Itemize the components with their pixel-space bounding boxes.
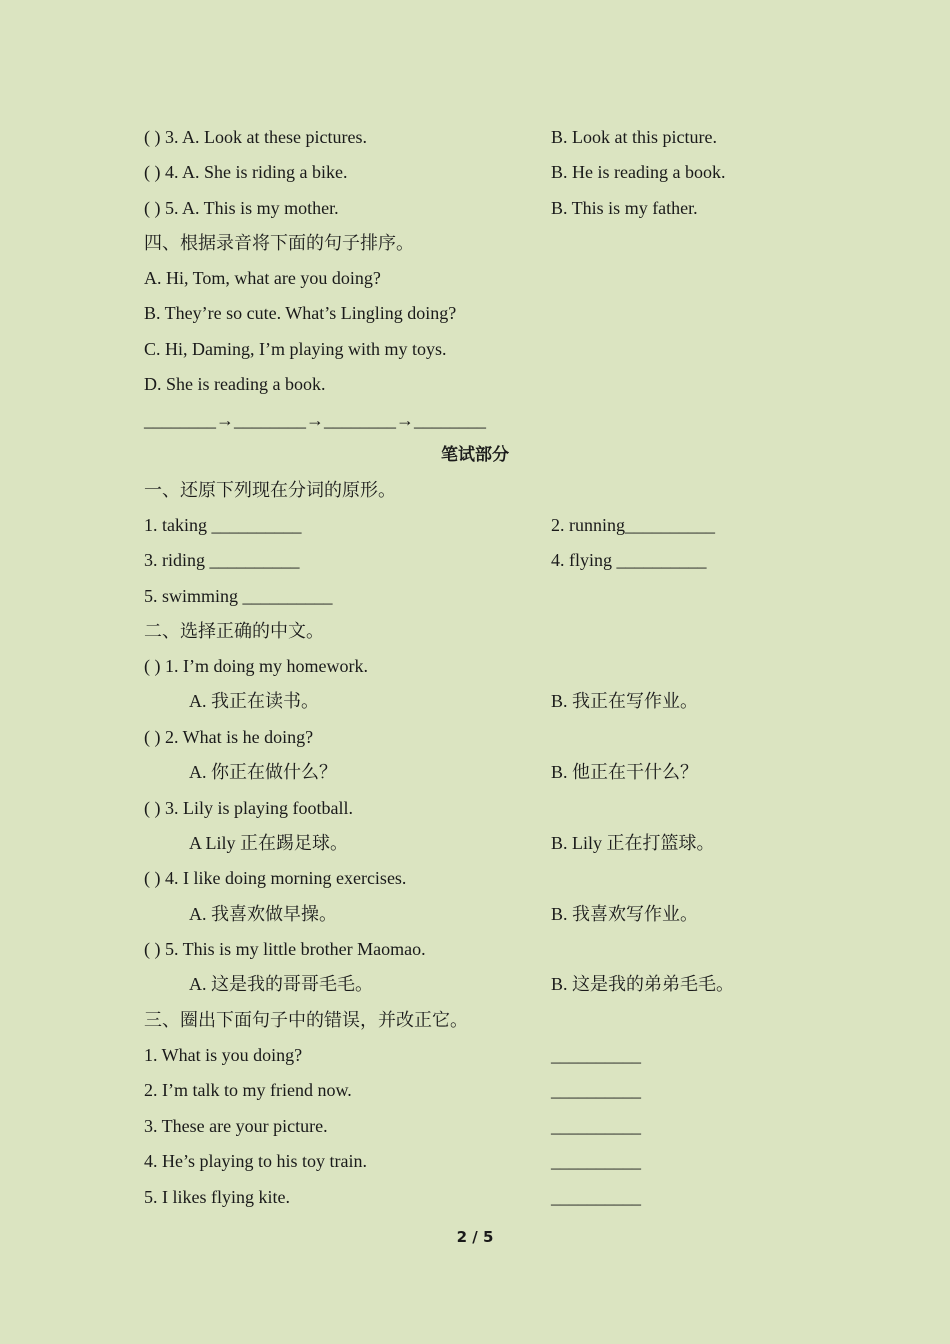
part2-q2-option-b: B. 他正在干什么？ — [551, 762, 699, 782]
page-number: 2 / 5 — [456, 1228, 494, 1246]
part2-q1-option-b: B. 我正在写作业。 — [551, 691, 699, 711]
part3-sentence-5: 5. I likes flying kite. — [144, 1187, 290, 1207]
listening-q3-b: B. Look at this picture. — [551, 127, 717, 147]
part2-q3-option-b: B. Lily 正在打篮球。 — [551, 833, 715, 853]
part3-sentence-1: 1. What is you doing? — [144, 1045, 303, 1065]
listening-q5-a: ( ) 5. A. This is my mother. — [144, 198, 339, 218]
part2-q5-option-a: A. 这是我的哥哥毛毛。 — [189, 974, 373, 994]
listening-q5-b: B. This is my father. — [551, 198, 698, 218]
section4-sentence-d: D. She is reading a book. — [144, 374, 326, 394]
part2-heading: 二、选择正确的中文。 — [144, 621, 324, 641]
section4-heading: 四、根据录音将下面的句子排序。 — [144, 233, 414, 253]
part2-q1-option-a: A. 我正在读书。 — [189, 691, 319, 711]
part2-q4-option-b: B. 我喜欢写作业。 — [551, 904, 699, 924]
part3-blank-4: __________ — [551, 1151, 641, 1171]
written-section-title: 笔试部分 — [441, 445, 509, 465]
section4-order-blanks: ________→________→________→________ — [144, 410, 486, 430]
part3-blank-2: __________ — [551, 1080, 641, 1100]
part2-q3: ( ) 3. Lily is playing football. — [144, 798, 353, 818]
section4-sentence-a: A. Hi, Tom, what are you doing? — [144, 268, 381, 288]
part2-q4: ( ) 4. I like doing morning exercises. — [144, 868, 407, 888]
part2-q5-option-b: B. 这是我的弟弟毛毛。 — [551, 974, 735, 994]
section4-sentence-b: B. They’re so cute. What’s Lingling doing? — [144, 303, 457, 323]
part2-q2: ( ) 2. What is he doing? — [144, 727, 314, 747]
part1-item-4: 4. flying __________ — [551, 550, 707, 570]
part2-q2-option-a: A. 你正在做什么？ — [189, 762, 337, 782]
part1-heading: 一、还原下列现在分词的原形。 — [144, 480, 396, 500]
part3-sentence-3: 3. These are your picture. — [144, 1116, 328, 1136]
part1-item-1: 1. taking __________ — [144, 515, 302, 535]
part1-item-5: 5. swimming __________ — [144, 586, 333, 606]
part3-blank-5: __________ — [551, 1187, 641, 1207]
part3-heading: 三、圈出下面句子中的错误，并改正它。 — [144, 1010, 468, 1030]
part2-q4-option-a: A. 我喜欢做早操。 — [189, 904, 337, 924]
part1-item-2: 2. running__________ — [551, 515, 715, 535]
part2-q3-option-a: A Lily 正在踢足球。 — [189, 833, 349, 853]
part1-item-3: 3. riding __________ — [144, 550, 300, 570]
listening-q4-a: ( ) 4. A. She is riding a bike. — [144, 162, 348, 182]
part3-blank-1: __________ — [551, 1045, 641, 1065]
part2-q1: ( ) 1. I’m doing my homework. — [144, 656, 368, 676]
part3-blank-3: __________ — [551, 1116, 641, 1136]
part2-q5: ( ) 5. This is my little brother Maomao. — [144, 939, 426, 959]
part3-sentence-2: 2. I’m talk to my friend now. — [144, 1080, 352, 1100]
listening-q3-a: ( ) 3. A. Look at these pictures. — [144, 127, 367, 147]
section4-sentence-c: C. Hi, Daming, I’m playing with my toys. — [144, 339, 447, 359]
listening-q4-b: B. He is reading a book. — [551, 162, 726, 182]
part3-sentence-4: 4. He’s playing to his toy train. — [144, 1151, 367, 1171]
